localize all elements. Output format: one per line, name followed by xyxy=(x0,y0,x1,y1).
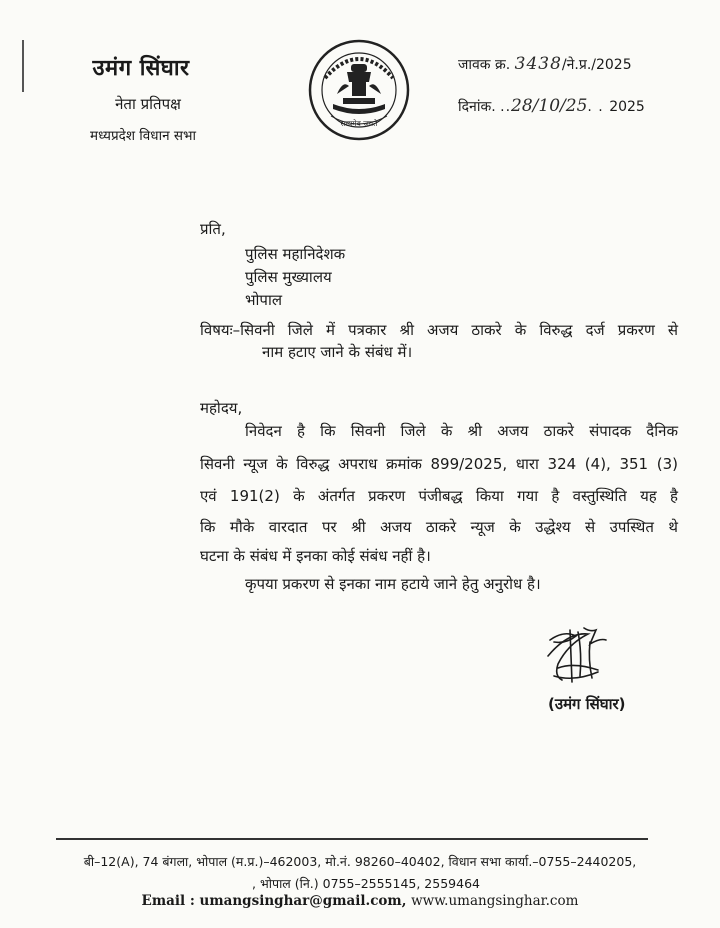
letterhead-sender xyxy=(58,52,228,144)
subject-line-2: नाम हटाए जाने के संबंध में। xyxy=(262,343,413,361)
sender-name: उमंग सिंघार xyxy=(92,56,190,81)
date-year: 2025 xyxy=(609,99,645,115)
footer-address: बी–12(A), 74 बंगला, भोपाल (म.प्र.)–462003, मो.नं. 98260–40402, विधान सभा कार्या.–0755–2440205, xyxy=(83,854,637,869)
reference-number xyxy=(458,54,632,74)
body-line-1: निवेदन है कि सिवनी जिले के श्री अजय ठाकरे संपादक दैनिक xyxy=(245,422,678,440)
footer-divider xyxy=(56,838,648,840)
body-line-2: सिवनी न्यूज के विरुद्ध अपराध क्रमांक 899/2025, धारा 324 (4), 351 (3) xyxy=(200,455,678,473)
salutation: महोदय, xyxy=(200,399,243,417)
date-handwritten: 28/10/25 xyxy=(511,96,588,116)
sender-post: नेता प्रतिपक्ष xyxy=(115,95,181,113)
footer-website: www.umangsinghar.com xyxy=(411,893,579,909)
addressee-line-3: भोपाल xyxy=(245,291,283,309)
body-line-5: घटना के संबंध में इनका कोई संबंध नहीं है। xyxy=(200,547,431,565)
reference-label: जावक क्र. xyxy=(458,57,511,73)
signatory-name: (उमंग सिंघार) xyxy=(548,695,626,713)
sender-house: मध्यप्रदेश विधान सभा xyxy=(90,128,196,144)
addressee-to-label: प्रति, xyxy=(200,220,226,238)
footer-phone: , भोपाल (नि.) 0755–2555145, 2559464 xyxy=(252,876,480,891)
assembly-emblem-icon xyxy=(307,38,411,142)
footer-email: Email : umangsinghar@gmail.com, xyxy=(141,893,407,909)
handwritten-signature-icon xyxy=(540,620,620,692)
subject-line-1: विषयः–सिवनी जिले में पत्रकार श्री अजय ठाकरे के विरुद्ध दर्ज प्रकरण से xyxy=(200,321,678,339)
body-line-4: कि मौके वारदात पर श्री अजय ठाकरे न्यूज के उद्धेश्य से उपस्थित थे xyxy=(200,518,678,536)
emblem-motto: सत्यमेव जयते xyxy=(340,119,378,128)
reference-handwritten-number: 3438 xyxy=(514,54,562,74)
addressee-line-1: पुलिस महानिदेशक xyxy=(245,245,346,263)
addressee-line-2: पुलिस मुख्यालय xyxy=(245,268,332,286)
body-line-3: एवं 191(2) के अंतर्गत प्रकरण पंजीबद्ध किया गया है वस्तुस्थिति यह है xyxy=(200,487,678,505)
reference-suffix: /ने.प्र./2025 xyxy=(561,57,632,73)
date-label: दिनांक. xyxy=(458,99,496,115)
letter-date: दिनांक. ..28/10/25. . 2025 xyxy=(458,96,645,116)
request-line: कृपया प्रकरण से इनका नाम हटाये जाने हेतु अनुरोध है। xyxy=(245,575,541,593)
footer-contact xyxy=(0,893,720,909)
page-edge-mark xyxy=(22,40,24,92)
